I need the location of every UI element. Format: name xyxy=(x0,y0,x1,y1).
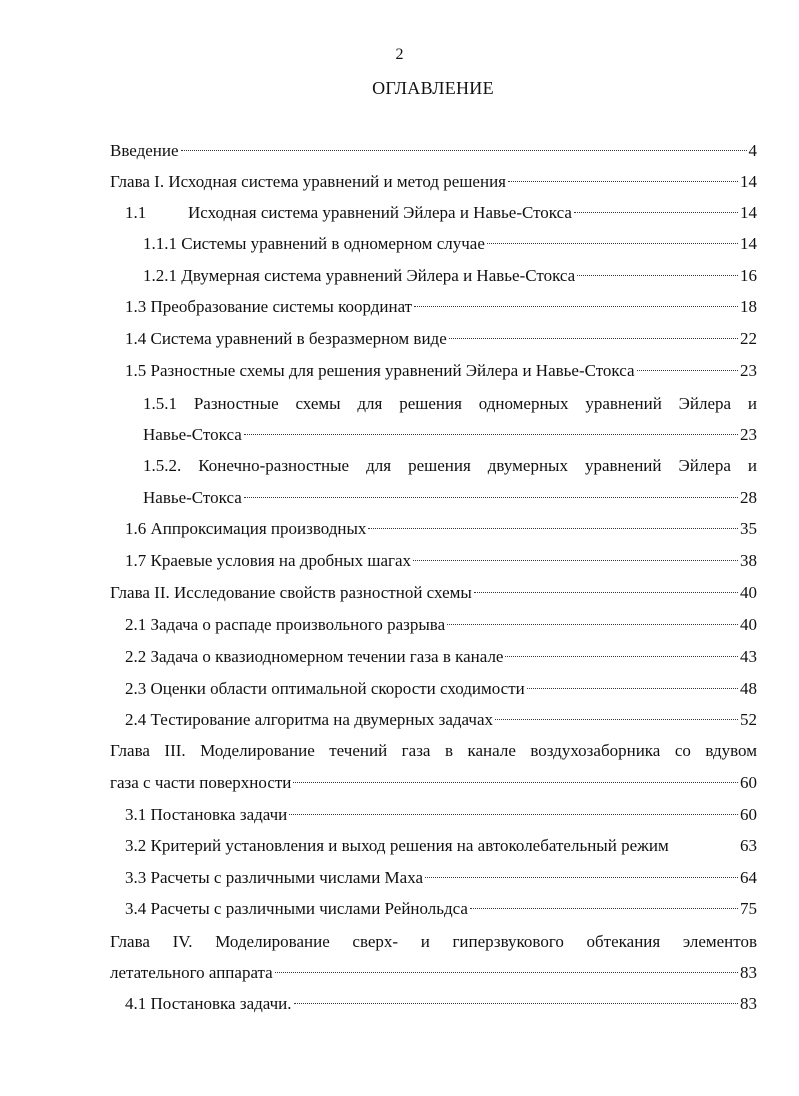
toc-entry-label: 3.4 Расчеты с различными числами Рейнольдса xyxy=(125,899,468,918)
toc-entry-label: летательного аппарата xyxy=(110,963,273,982)
page-number: 2 xyxy=(395,46,404,63)
toc-entry-section-3-4[interactable] xyxy=(125,896,757,922)
toc-entry-page: 23 xyxy=(740,425,757,444)
toc-leader-dots xyxy=(447,624,738,625)
toc-entry-label: газа с части поверхности xyxy=(110,773,292,792)
toc-entry-page: 43 xyxy=(740,647,757,666)
toc-leader-dots xyxy=(637,370,738,371)
toc-entry-label: 3.3 Расчеты с различными числами Маха xyxy=(125,868,424,887)
toc-entry-label: Навье-Стокса xyxy=(143,425,242,444)
toc-entry-section-1-3[interactable] xyxy=(125,294,757,320)
toc-entry-page: 14 xyxy=(740,234,757,253)
toc-entry-label: 1.5 Разностные схемы для решения уравнений Эйлера и Навье-Стокса xyxy=(125,361,635,380)
toc-entry-page: 28 xyxy=(740,488,757,507)
toc-entry-page: 4 xyxy=(748,141,757,160)
toc-entry-section-3-1[interactable] xyxy=(125,802,757,828)
toc-entry-section-1-4[interactable] xyxy=(125,326,757,352)
toc-leader-dots xyxy=(289,814,738,815)
toc-entry-section-2-3[interactable] xyxy=(125,676,757,702)
toc-entry-page: 40 xyxy=(740,615,757,634)
toc-entry-page: 52 xyxy=(740,710,757,729)
toc-leader-dots xyxy=(294,1003,738,1004)
toc-entry-section-3-3[interactable] xyxy=(125,865,757,891)
toc-entry-label: 4.1 Постановка задачи. xyxy=(125,994,292,1013)
toc-entry-chapter-2[interactable] xyxy=(110,580,757,606)
toc-entry-page: 75 xyxy=(740,899,757,918)
toc-entry-page: 83 xyxy=(740,994,757,1013)
toc-leader-dots xyxy=(293,782,738,783)
toc-entry-subsection-1-5-1-line1[interactable]: 1.5.1 Разностные схемы для решения одномерных уравнений Эйлера и xyxy=(143,394,757,413)
toc-entry-introduction[interactable] xyxy=(110,138,757,164)
toc-entry-label: Навье-Стокса xyxy=(143,488,242,507)
toc-entry-page: 18 xyxy=(740,297,757,316)
toc-leader-dots xyxy=(413,560,738,561)
toc-entry-page: 16 xyxy=(740,266,757,285)
toc-entry-section-1-7[interactable] xyxy=(125,548,757,574)
toc-entry-subsection-1-2-1[interactable] xyxy=(143,263,757,289)
toc-entry-chapter-3[interactable] xyxy=(110,770,757,796)
toc-leader-dots xyxy=(495,719,738,720)
toc-leader-dots xyxy=(425,877,738,878)
toc-entry-label: 2.2 Задача о квазиодномерном течении газа в канале xyxy=(125,647,504,666)
toc-entry-section-2-1[interactable] xyxy=(125,612,757,638)
toc-entry-chapter-4[interactable] xyxy=(110,960,757,986)
toc-leader-dots xyxy=(244,434,738,435)
toc-entry-label: Введение xyxy=(110,141,179,160)
toc-entry-section-1-6[interactable] xyxy=(125,516,757,542)
toc-leader-dots xyxy=(574,212,738,213)
toc-entry-label: 1.4 Система уравнений в безразмерном виде xyxy=(125,329,447,348)
toc-entry-section-4-1[interactable] xyxy=(125,991,757,1017)
toc-leader-dots xyxy=(470,908,738,909)
toc-entry-label: Глава II. Исследование свойств разностной схемы xyxy=(110,583,472,602)
toc-entry-section-1-5[interactable] xyxy=(125,358,757,384)
toc-leader-dots xyxy=(505,656,738,657)
toc-leader-dots xyxy=(487,243,738,244)
toc-entry-page: 64 xyxy=(740,868,757,887)
toc-entry-label: 2.4 Тестирование алгоритма на двумерных задачах xyxy=(125,710,494,729)
toc-leader-dots xyxy=(508,181,738,182)
toc-entry-section-1-1[interactable] xyxy=(125,200,757,226)
toc-entry-page: 60 xyxy=(740,773,757,792)
toc-entry-page: 63 xyxy=(740,836,757,855)
toc-entry-label: 1.7 Краевые условия на дробных шагах xyxy=(125,551,412,570)
toc-entry-page: 40 xyxy=(740,583,757,602)
toc-entry-label: 2.1 Задача о распаде произвольного разрыва xyxy=(125,615,446,634)
toc-entry-chapter-3-line1[interactable]: Глава III. Моделирование течений газа в канале воздухозаборника со вдувом xyxy=(110,741,757,760)
toc-entry-subsection-1-5-1[interactable] xyxy=(143,422,757,448)
toc-entry-section-3-2[interactable] xyxy=(125,833,757,859)
toc-entry-page: 83 xyxy=(740,963,757,982)
toc-entry-label: 2.3 Оценки области оптимальной скорости сходимости xyxy=(125,679,525,698)
toc-entry-number: 1.1 xyxy=(125,203,147,222)
toc-entry-label: 3.1 Постановка задачи xyxy=(125,805,288,824)
toc-leader-dots xyxy=(527,688,738,689)
toc-entry-page: 60 xyxy=(740,805,757,824)
toc-entry-subsection-1-1-1[interactable] xyxy=(143,231,757,257)
toc-entry-page: 38 xyxy=(740,551,757,570)
toc-entry-page: 48 xyxy=(740,679,757,698)
toc-leader-dots xyxy=(449,338,738,339)
toc-leader-dots xyxy=(474,592,738,593)
toc-entry-page: 14 xyxy=(740,203,757,222)
toc-entry-label: 1.3 Преобразование системы координат xyxy=(125,297,413,316)
toc-leader-dots xyxy=(275,972,738,973)
toc-entry-label: Глава I. Исходная система уравнений и метод решения xyxy=(110,172,506,191)
toc-entry-chapter-4-line1[interactable]: Глава IV. Моделирование сверх- и гиперзвукового обтекания элементов xyxy=(110,932,757,951)
toc-entry-label: 3.2 Критерий установления и выход решения на автоколебательный режим xyxy=(125,836,669,855)
toc-entry-section-2-2[interactable] xyxy=(125,644,757,670)
toc-entry-label: 1.2.1 Двумерная система уравнений Эйлера и Навье-Стокса xyxy=(143,266,576,285)
toc-entry-page: 22 xyxy=(740,329,757,348)
toc-leader-dots xyxy=(577,275,738,276)
toc-entry-subsection-1-5-2[interactable] xyxy=(143,485,757,511)
page-title: ОГЛАВЛЕНИЕ xyxy=(372,78,494,98)
toc-leader-dots xyxy=(414,306,738,307)
toc-entry-label: Исходная система уравнений Эйлера и Навье-Стокса xyxy=(188,203,572,222)
toc-entry-subsection-1-5-2-line1[interactable]: 1.5.2. Конечно-разностные для решения двумерных уравнений Эйлера и xyxy=(143,456,757,475)
toc-entry-chapter-1[interactable] xyxy=(110,169,757,195)
toc-entry-label: 1.6 Аппроксимация производных xyxy=(125,519,367,538)
toc-leader-dots xyxy=(181,150,747,151)
toc-leader-dots xyxy=(368,528,738,529)
toc-entry-page: 23 xyxy=(740,361,757,380)
toc-entry-page: 35 xyxy=(740,519,757,538)
toc-entry-label: 1.1.1 Системы уравнений в одномерном случае xyxy=(143,234,485,253)
toc-leader-dots xyxy=(244,497,738,498)
toc-entry-section-2-4[interactable] xyxy=(125,707,757,733)
toc-entry-page: 14 xyxy=(740,172,757,191)
